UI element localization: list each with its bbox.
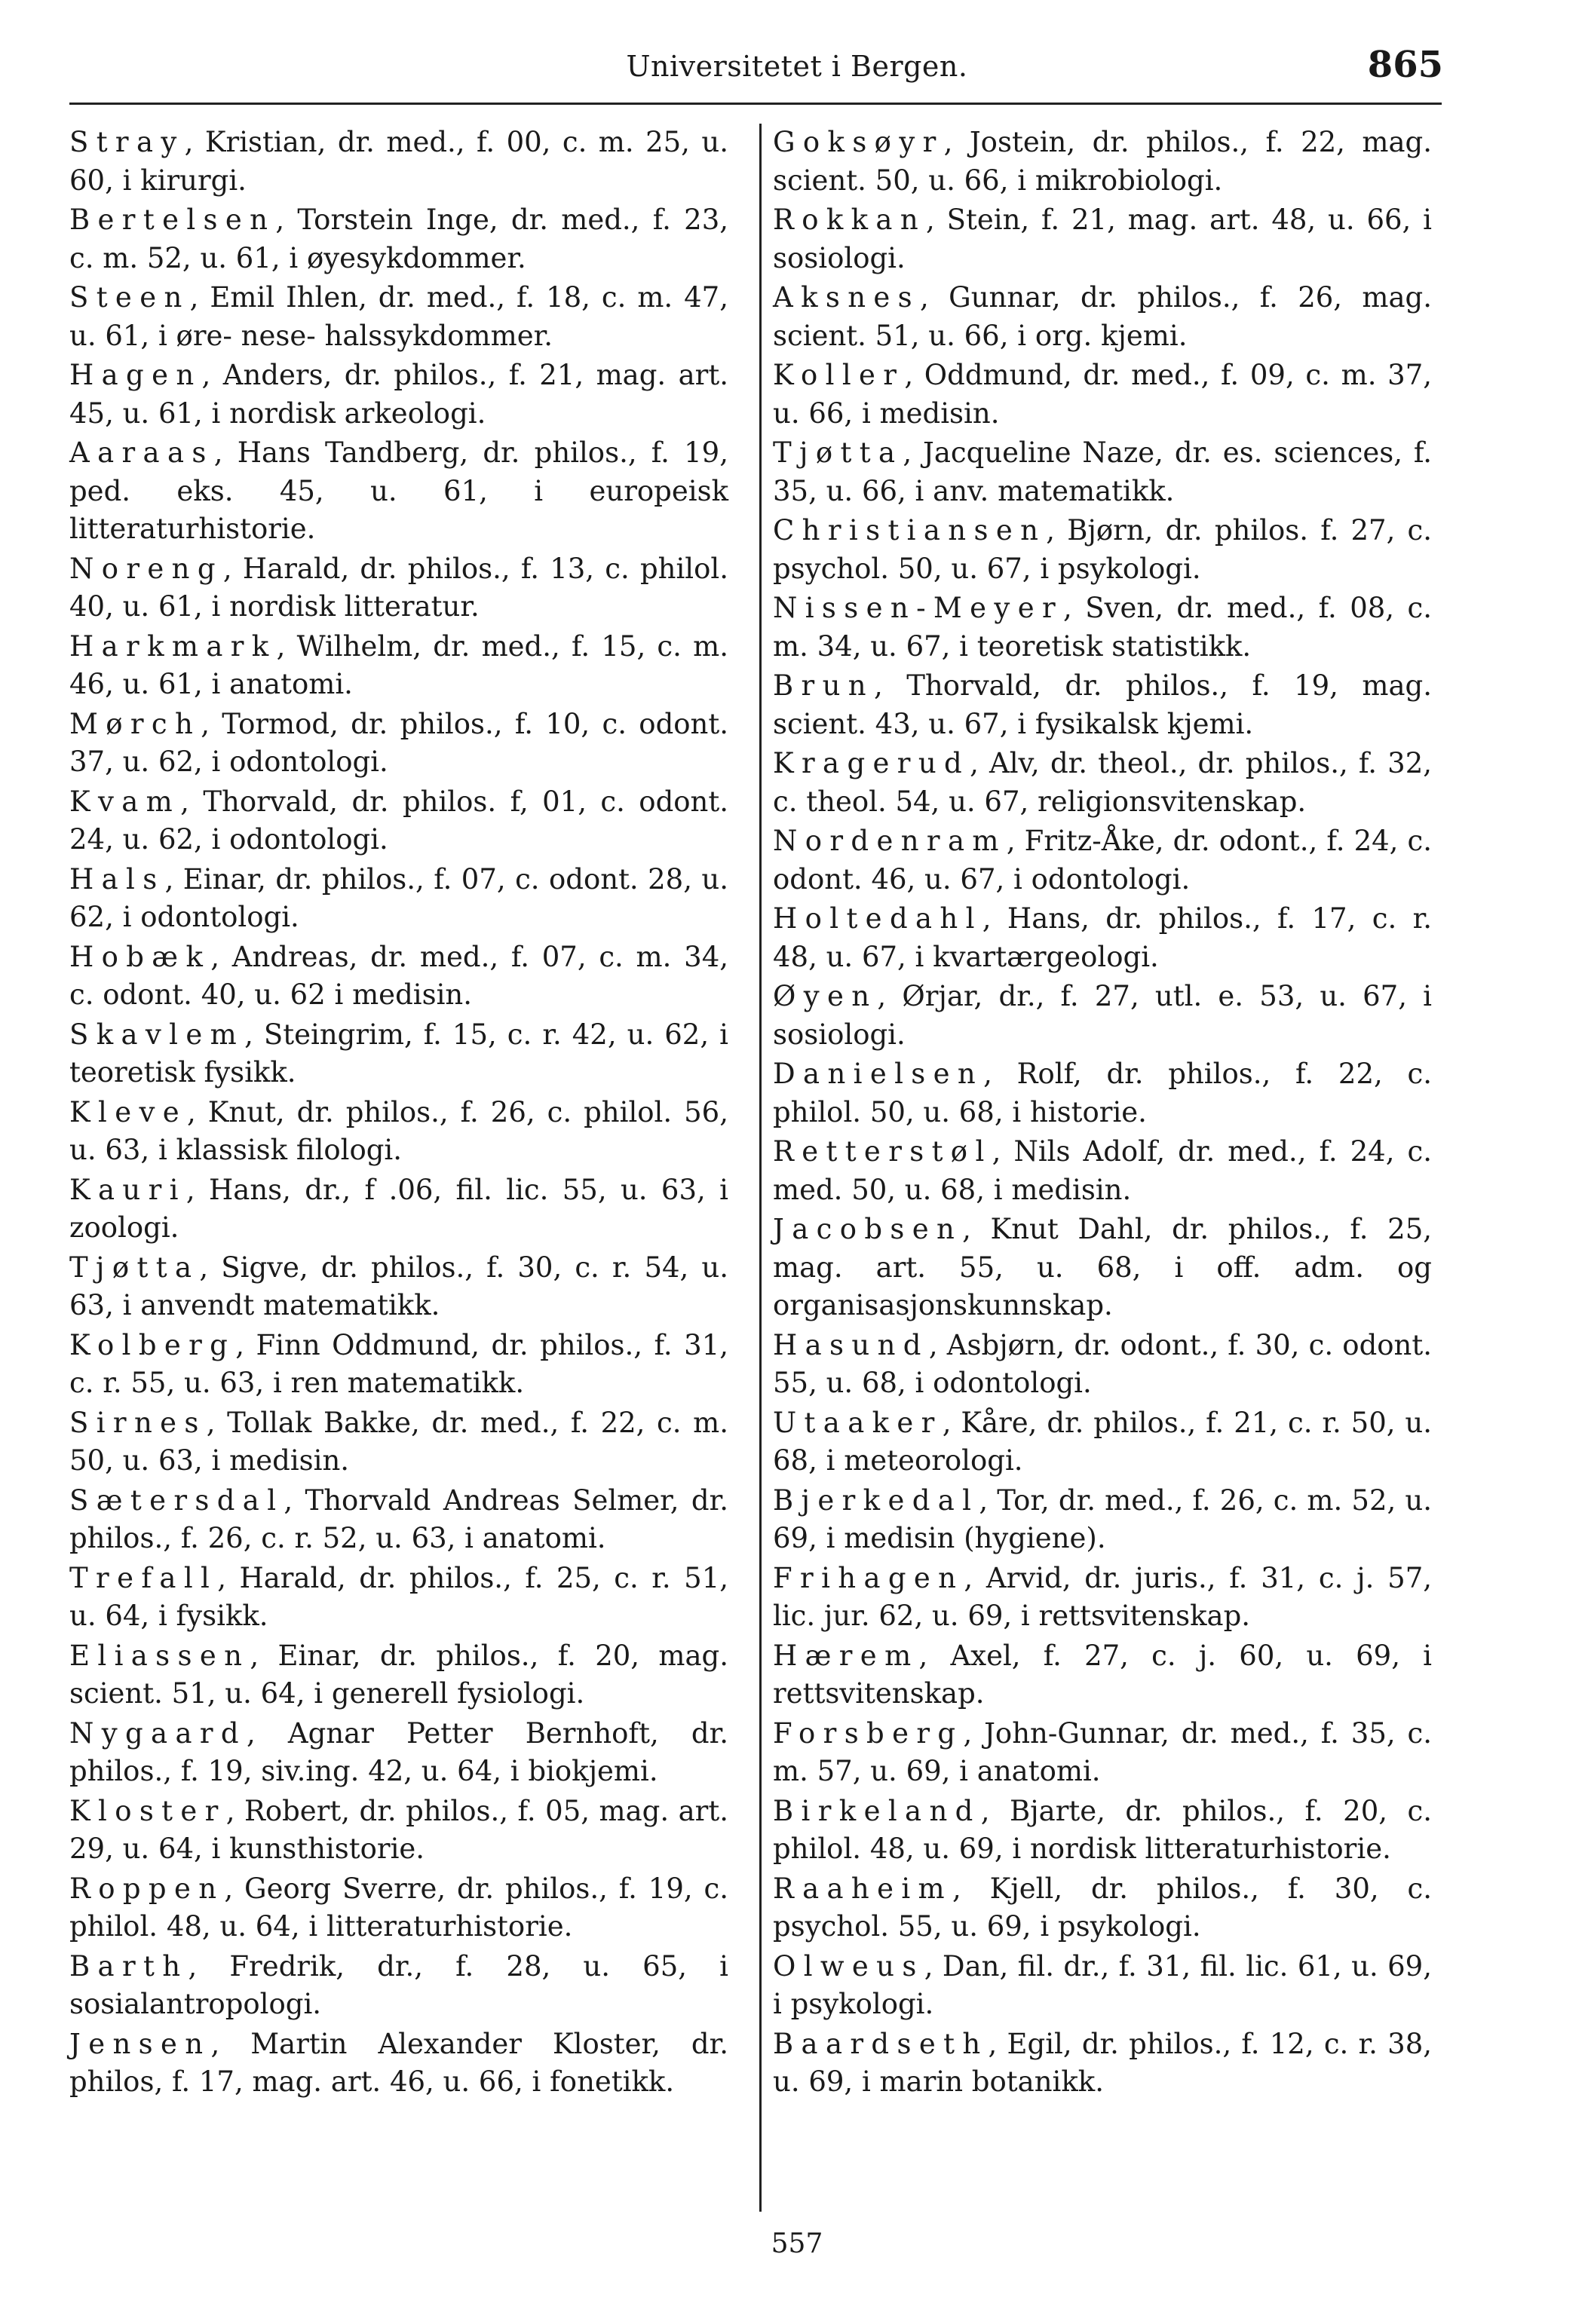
entry-surname: Frihagen bbox=[773, 1561, 964, 1594]
entry-surname: Kleve bbox=[69, 1095, 187, 1128]
entry-details: , Fredrik, dr., f. 28, u. 65, i sosialantropologi. bbox=[69, 1949, 728, 2020]
directory-entry bbox=[773, 745, 1432, 821]
directory-entry bbox=[69, 706, 728, 782]
entry-details: , Tollak Bakke, dr. med., f. 22, c. m. 50, u. 63, i medisin. bbox=[69, 1406, 728, 1477]
entry-surname: Steen bbox=[69, 281, 190, 314]
right-column bbox=[773, 124, 1432, 2103]
entry-details: , Sven, dr. med., f. 08, c. m. 34, u. 67, i teoretisk statistikk. bbox=[773, 592, 1432, 663]
directory-entry bbox=[773, 1133, 1432, 1209]
directory-entry bbox=[69, 357, 728, 433]
entry-details: , Knut, dr. philos., f. 26, c. philol. 56, u. 63, i klassisk filologi. bbox=[69, 1095, 728, 1166]
entry-surname: Hals bbox=[69, 862, 165, 896]
directory-entry bbox=[69, 938, 728, 1015]
directory-entry bbox=[69, 124, 728, 200]
entry-surname: Hagen bbox=[69, 359, 202, 391]
directory-entry bbox=[773, 589, 1432, 666]
entry-surname: Danielsen bbox=[773, 1058, 984, 1090]
running-head: Universitetet i Bergen. bbox=[626, 50, 968, 83]
directory-entry bbox=[69, 550, 728, 626]
entry-details: , John-Gunnar, dr. med., f. 35, c. m. 57, u. 69, i anatomi. bbox=[773, 1716, 1432, 1787]
directory-entry bbox=[773, 2025, 1432, 2102]
entry-surname: Jacobsen bbox=[773, 1213, 963, 1245]
directory-entry bbox=[69, 1870, 728, 1946]
entry-details: , Nils Adolf, dr. med., f. 24, c. med. 50, u. 68, i medisin. bbox=[773, 1135, 1432, 1206]
entry-surname: Øyen bbox=[773, 980, 878, 1012]
page-number: 865 bbox=[1367, 44, 1443, 86]
entry-surname: Mørch bbox=[69, 707, 201, 740]
entry-surname: Hobæk bbox=[69, 940, 211, 973]
entry-details: , Oddmund, dr. med., f. 09, c. m. 37, u. 66, i medisin. bbox=[773, 359, 1432, 430]
entry-surname: Kloster bbox=[69, 1794, 226, 1827]
entry-surname: Utaaker bbox=[773, 1406, 943, 1439]
entry-details: , Egil, dr. philos., f. 12, c. r. 38, u. 69, i marin botanikk. bbox=[773, 2027, 1432, 2098]
directory-entry bbox=[69, 1793, 728, 1869]
directory-entry bbox=[69, 1094, 728, 1170]
entry-details: , Rolf, dr. philos., f. 22, c. philol. 50, u. 68, i historie. bbox=[773, 1058, 1432, 1128]
directory-entry bbox=[773, 1715, 1432, 1791]
directory-entry bbox=[773, 822, 1432, 899]
entry-surname: Trefall bbox=[69, 1561, 218, 1594]
entry-surname: Kvam bbox=[69, 785, 181, 818]
entry-surname: Goksøyr bbox=[773, 126, 944, 158]
entry-details: , Bjørn, dr. philos. f. 27, c. psychol. 50, u. 67, i psykologi. bbox=[773, 514, 1432, 585]
entry-details: , Hans, dr. philos., f. 17, c. r. 48, u. 67, i kvartærgeologi. bbox=[773, 902, 1432, 973]
entry-surname: Christiansen bbox=[773, 514, 1047, 547]
entry-details: , Sigve, dr. philos., f. 30, c. r. 54, u. 63, i anvendt matematikk. bbox=[69, 1251, 728, 1321]
entry-details: , Anders, dr. philos., f. 21, mag. art. 45, u. 61, i nordisk arkeologi. bbox=[69, 359, 728, 430]
entry-surname: Hasund bbox=[773, 1328, 929, 1361]
entry-details: , Ørjar, dr., f. 27, utl. e. 53, u. 67, i sosiologi. bbox=[773, 980, 1432, 1051]
entry-surname: Jensen bbox=[69, 2027, 211, 2060]
footer-page-number: 557 bbox=[771, 2228, 823, 2259]
directory-entry bbox=[773, 667, 1432, 743]
entry-details: , Knut Dahl, dr. philos., f. 25, mag. art. 55, u. 68, i off. adm. og organisasjonskunnskap. bbox=[773, 1213, 1432, 1321]
entry-surname: Hærem bbox=[773, 1639, 919, 1672]
entry-surname: Birkeland bbox=[773, 1794, 981, 1827]
entry-details: , Finn Oddmund, dr. philos., f. 31, c. r. 55, u. 63, i ren matematikk. bbox=[69, 1328, 728, 1399]
entry-surname: Barth bbox=[69, 1949, 189, 1983]
entry-surname: Nissen-Meyer bbox=[773, 592, 1063, 624]
entry-surname: Baardseth bbox=[773, 2027, 989, 2060]
directory-entry bbox=[69, 1715, 728, 1791]
entry-details: , Robert, dr. philos., f. 05, mag. art. 29, u. 64, i kunsthistorie. bbox=[69, 1794, 728, 1865]
entry-surname: Tjøtta bbox=[773, 436, 903, 469]
entry-details: , Thorvald Andreas Selmer, dr. philos., f. 26, c. r. 52, u. 63, i anatomi. bbox=[69, 1484, 728, 1554]
directory-entry bbox=[773, 1560, 1432, 1636]
entry-surname: Sirnes bbox=[69, 1406, 207, 1439]
directory-entry bbox=[773, 434, 1432, 510]
directory-entry bbox=[773, 978, 1432, 1054]
entry-details: , Gunnar, dr. philos., f. 26, mag. scient. 51, u. 66, i org. kjemi. bbox=[773, 281, 1432, 352]
entry-details: , Alv, dr. theol., dr. philos., f. 32, c. theol. 54, u. 67, religionsvitenskap. bbox=[773, 747, 1432, 818]
entry-surname: Eliassen bbox=[69, 1639, 250, 1672]
directory-entry bbox=[773, 1948, 1432, 2024]
entry-surname: Noreng bbox=[69, 552, 223, 585]
entry-surname: Nygaard bbox=[69, 1716, 247, 1750]
entry-details: , Steingrim, f. 15, c. r. 42, u. 62, i teoretisk fysikk. bbox=[69, 1018, 728, 1089]
entry-details: , Jostein, dr. philos., f. 22, mag. scient. 50, u. 66, i mikrobiologi. bbox=[773, 126, 1432, 197]
entry-details: , Arvid, dr. juris., f. 31, c. j. 57, lic. jur. 62, u. 69, i rettsvitenskap. bbox=[773, 1561, 1432, 1632]
entry-details: , Agnar Petter Bernhoft, dr. philos., f. 19, siv.ing. 42, u. 64, i biokjemi. bbox=[69, 1716, 728, 1787]
directory-entry bbox=[69, 1249, 728, 1325]
entry-surname: Harkmark bbox=[69, 629, 277, 663]
directory-entry bbox=[773, 512, 1432, 588]
header-rule bbox=[69, 103, 1442, 105]
directory-entry bbox=[69, 628, 728, 704]
entry-surname: Bertelsen bbox=[69, 204, 276, 236]
entry-details: , Tor, dr. med., f. 26, c. m. 52, u. 69, i medisin (hygiene). bbox=[773, 1484, 1432, 1554]
directory-entry bbox=[69, 1637, 728, 1713]
column-divider bbox=[759, 124, 762, 2212]
entry-details: , Thorvald, dr. philos. f, 01, c. odont. 24, u. 62, i odontologi. bbox=[69, 785, 728, 856]
directory-entry bbox=[773, 1793, 1432, 1869]
entry-details: , Hans, dr., f .06, fil. lic. 55, u. 63, i zoologi. bbox=[69, 1173, 728, 1244]
directory-entry bbox=[69, 1404, 728, 1480]
entry-details: , Kjell, dr. philos., f. 30, c. psychol. 55, u. 69, i psykologi. bbox=[773, 1872, 1432, 1943]
directory-entry bbox=[69, 1560, 728, 1636]
entry-details: , Thorvald, dr. philos., f. 19, mag. scient. 43, u. 67, i fysikalsk kjemi. bbox=[773, 669, 1432, 740]
directory-entry bbox=[773, 900, 1432, 976]
entry-surname: Skavlem bbox=[69, 1018, 245, 1051]
entry-details: , Fritz-Åke, dr. odont., f. 24, c. odont. 46, u. 67, i odontologi. bbox=[773, 825, 1432, 896]
entry-details: , Tormod, dr. philos., f. 10, c. odont. 37, u. 62, i odontologi. bbox=[69, 707, 728, 778]
entry-details: , Torstein Inge, dr. med., f. 23, c. m. 52, u. 61, i øyesykdommer. bbox=[69, 204, 728, 274]
directory-entry bbox=[69, 861, 728, 937]
entry-details: , Kristian, dr. med., f. 00, c. m. 25, u. 60, i kirurgi. bbox=[69, 126, 728, 197]
directory-entry bbox=[69, 201, 728, 277]
directory-entry bbox=[69, 1171, 728, 1248]
entry-surname: Aaraas bbox=[69, 436, 214, 469]
entry-surname: Aksnes bbox=[773, 281, 921, 314]
entry-surname: Holtedahl bbox=[773, 902, 982, 935]
entry-details: , Harald, dr. philos., f. 25, c. r. 51, u. 64, i fysikk. bbox=[69, 1561, 728, 1632]
entry-details: , Jacqueline Naze, dr. es. sciences, f. 35, u. 66, i anv. matematikk. bbox=[773, 436, 1432, 507]
directory-entry bbox=[773, 1327, 1432, 1403]
entry-details: , Einar, dr. philos., f. 20, mag. scient. 51, u. 64, i generell fysiologi. bbox=[69, 1639, 728, 1710]
entry-surname: Roppen bbox=[69, 1872, 225, 1905]
entry-details: , Harald, dr. philos., f. 13, c. philol. 40, u. 61, i nordisk litteratur. bbox=[69, 552, 728, 623]
entry-surname: Nordenram bbox=[773, 825, 1007, 857]
entry-details: , Einar, dr. philos., f. 07, c. odont. 28, u. 62, i odontologi. bbox=[69, 862, 728, 933]
directory-entry bbox=[69, 783, 728, 859]
entry-surname: Brun bbox=[773, 669, 874, 702]
entry-details: , Kåre, dr. philos., f. 21, c. r. 50, u. 68, i meteorologi. bbox=[773, 1406, 1432, 1477]
entry-details: , Asbjørn, dr. odont., f. 30, c. odont. 55, u. 68, i odontologi. bbox=[773, 1328, 1432, 1399]
directory-entry bbox=[773, 201, 1432, 277]
entry-surname: Koller bbox=[773, 359, 905, 391]
directory-entry bbox=[773, 1404, 1432, 1480]
directory-entry bbox=[69, 1948, 728, 2024]
directory-entry bbox=[773, 1637, 1432, 1713]
entry-details: , Georg Sverre, dr. philos., f. 19, c. philol. 48, u. 64, i litteraturhistorie. bbox=[69, 1872, 728, 1943]
entry-details: , Wilhelm, dr. med., f. 15, c. m. 46, u. 61, i anatomi. bbox=[69, 629, 728, 700]
entry-surname: Kolberg bbox=[69, 1328, 236, 1361]
entry-details: , Bjarte, dr. philos., f. 20, c. philol. 48, u. 69, i nordisk litteraturhistorie. bbox=[773, 1794, 1432, 1865]
directory-entry bbox=[69, 1482, 728, 1558]
entry-surname: Kragerud bbox=[773, 747, 970, 779]
directory-entry bbox=[773, 124, 1432, 200]
entry-details: , Emil Ihlen, dr. med., f. 18, c. m. 47, u. 61, i øre- nese- halssykdommer. bbox=[69, 281, 728, 352]
entry-surname: Kauri bbox=[69, 1173, 186, 1206]
directory-entry bbox=[773, 1482, 1432, 1558]
directory-entry bbox=[69, 279, 728, 355]
directory-entry bbox=[69, 1327, 728, 1403]
directory-entry bbox=[773, 1211, 1432, 1325]
entry-details: , Hans Tandberg, dr. philos., f. 19, ped. eks. 45, u. 61, i europeisk litteraturhistorie. bbox=[69, 436, 728, 545]
entry-details: , Dan, fil. dr., f. 31, fil. lic. 61, u. 69, i psykologi. bbox=[773, 1949, 1432, 2020]
directory-entry bbox=[69, 1016, 728, 1092]
directory-entry bbox=[773, 357, 1432, 433]
entry-surname: Sætersdal bbox=[69, 1484, 284, 1517]
entry-surname: Raaheim bbox=[773, 1872, 952, 1905]
entry-surname: Stray bbox=[69, 126, 185, 158]
entry-details: , Andreas, dr. med., f. 07, c. m. 34, c. odont. 40, u. 62 i medisin. bbox=[69, 940, 728, 1011]
entry-surname: Forsberg bbox=[773, 1716, 964, 1750]
directory-entry bbox=[773, 279, 1432, 355]
entry-details: , Axel, f. 27, c. j. 60, u. 69, i rettsvitenskap. bbox=[773, 1639, 1432, 1710]
directory-entry bbox=[69, 2025, 728, 2102]
directory-entry bbox=[69, 434, 728, 549]
entry-details: , Martin Alexander Kloster, dr. philos, f. 17, mag. art. 46, u. 66, i fonetikk. bbox=[69, 2027, 728, 2098]
entry-surname: Bjerkedal bbox=[773, 1484, 979, 1517]
entry-surname: Tjøtta bbox=[69, 1251, 200, 1284]
directory-entry bbox=[773, 1870, 1432, 1946]
entry-details: , Stein, f. 21, mag. art. 48, u. 66, i sosiologi. bbox=[773, 204, 1432, 274]
entry-surname: Olweus bbox=[773, 1949, 924, 1983]
entry-surname: Rokkan bbox=[773, 204, 927, 236]
entry-surname: Retterstøl bbox=[773, 1135, 992, 1168]
left-column bbox=[69, 124, 728, 2103]
directory-entry bbox=[773, 1055, 1432, 1131]
